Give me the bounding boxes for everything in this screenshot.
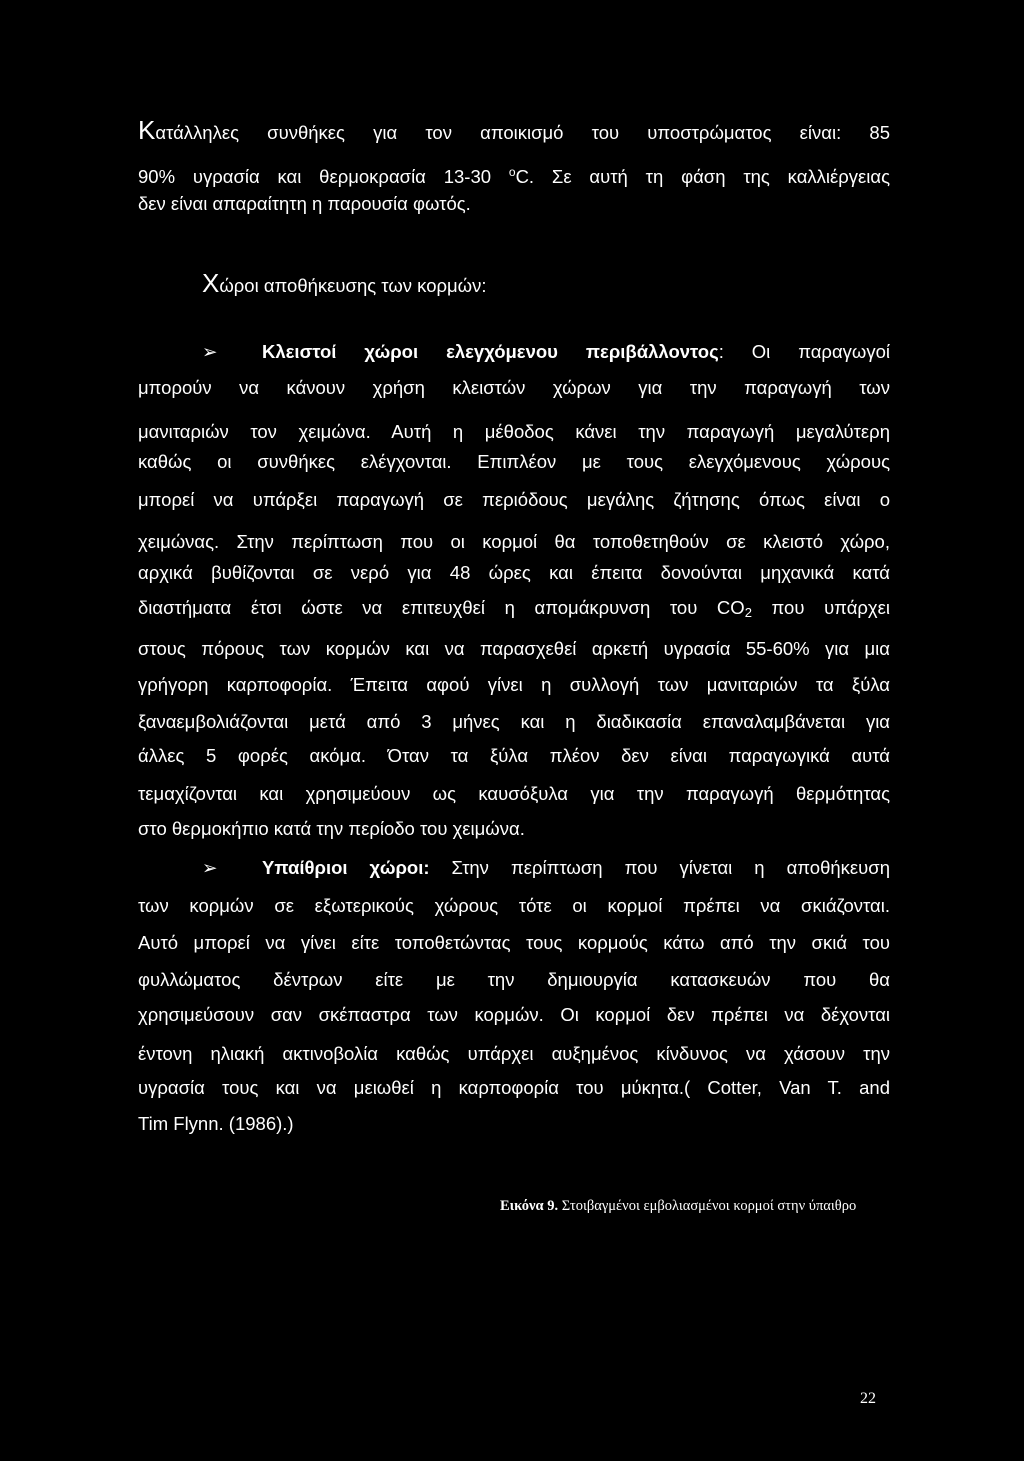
text-run: Tim Flynn. (1986).)	[138, 1113, 294, 1134]
text-run: ξαναεμβολιάζονται μετά από 3 μήνες και η διαδικασία επαναλαμβάνεται για	[138, 711, 890, 732]
paragraph1-line1	[138, 115, 890, 145]
text-run: C. Σε αυτή τη φάση της καλλιέργειας	[515, 166, 890, 187]
bullet-arrow-icon: ➢	[202, 341, 218, 362]
text-run: καθώς οι συνθήκες ελέγχονται. Επιπλέον με τους ελεγχόμενους χώρους	[138, 451, 890, 472]
closed-spaces-line4	[138, 451, 890, 473]
text-run: αρχικά βυθίζονται σε νερό για 48 ώρες και έπειτα δονούνται μηχανικά κατά	[138, 562, 890, 583]
bullet-arrow-icon: ➢	[202, 857, 218, 878]
outdoor-spaces-line8	[138, 1113, 890, 1135]
text-run: των κορμών σε εξωτερικούς χώρους τότε οι κορμοί πρέπει να σκιάζονται.	[138, 895, 890, 916]
text-run: διαστήματα έτσι ώστε να επιτευχθεί η απομάκρυνση του CO	[138, 597, 745, 618]
text-run: στο θερμοκήπιο κατά την περίοδο του χειμώνα.	[138, 818, 525, 839]
text-run: χρησιμεύσουν σαν σκέπαστρα των κορμών. Οι κορμοί δεν πρέπει να δέχονται	[138, 1004, 890, 1025]
subscript: 2	[744, 605, 752, 620]
closed-spaces-line2	[138, 377, 890, 399]
text-run: τεμαχίζονται και χρησιμεύουν ως καυσόξυλα για την παραγωγή θερμότητας	[138, 783, 890, 804]
drop-initial: Χ	[202, 268, 220, 298]
text-run: δεν είναι απαραίτητη η παρουσία φωτός.	[138, 193, 471, 214]
caption-text: Στοιβαγμένοι εμβολιασμένοι κορμοί στην ύπαιθρο	[558, 1198, 857, 1214]
text-run: υγρασία τους και να μειωθεί η καρποφορία του μύκητα.( Cotter, Van T. and	[138, 1077, 890, 1098]
closed-spaces-line7	[138, 562, 890, 584]
closed-spaces-line13	[138, 783, 890, 805]
page-number: 22	[860, 1390, 876, 1407]
figure-caption	[500, 1197, 856, 1215]
text-group	[262, 857, 890, 879]
text-run: μπορεί να υπάρξει παραγωγή σε περιόδους μεγάλης ζήτησης όπως είναι ο	[138, 489, 890, 510]
outdoor-spaces-line1	[202, 857, 890, 879]
closed-spaces-line8	[138, 597, 890, 624]
paragraph1-line2	[138, 161, 890, 188]
text-run: ώροι αποθήκευσης των κορμών:	[219, 275, 487, 296]
closed-spaces-line6	[138, 531, 890, 553]
outdoor-spaces-line5	[138, 1004, 890, 1026]
outdoor-spaces-line4	[138, 969, 890, 991]
text-run: : Οι παραγωγοί	[718, 341, 890, 362]
closed-spaces-line14	[138, 818, 890, 840]
text-run: Αυτό μπορεί να γίνει είτε τοποθετώντας τους κορμούς κάτω από την σκιά του	[138, 932, 890, 953]
drop-initial: Κ	[138, 115, 156, 145]
text-run: που υπάρχει	[751, 597, 890, 618]
closed-spaces-line3	[138, 421, 890, 443]
text-run: μπορούν να κάνουν χρήση κλειστών χώρων για την παραγωγή των	[138, 377, 890, 398]
text-run: άλλες 5 φορές ακόμα. Όταν τα ξύλα πλέον δεν είναι παραγωγικά αυτά	[138, 745, 890, 766]
outdoor-spaces-line3	[138, 932, 890, 954]
outdoor-spaces-line2	[138, 895, 890, 917]
text-run: 90% υγρασία και θερμοκρασία 13-30	[138, 166, 509, 187]
bold-term: Υπαίθριοι χώροι:	[262, 857, 430, 878]
text-run: στους πόρους των κορμών και να παρασχεθεί αρκετή υγρασία 55-60% για μια	[138, 638, 890, 659]
closed-spaces-line12	[138, 745, 890, 767]
text-run: έντονη ηλιακή ακτινοβολία καθώς υπάρχει αυξημένος κίνδυνος να χάσουν την	[138, 1043, 890, 1064]
closed-spaces-line11	[138, 711, 890, 733]
text-run: χειμώνας. Στην περίπτωση που οι κορμοί θα τοποθετηθούν σε κλειστό χώρο,	[138, 531, 890, 552]
degree-superscript: o	[508, 165, 516, 179]
closed-spaces-line9	[138, 638, 890, 660]
outdoor-spaces-line6	[138, 1043, 890, 1065]
text-group	[262, 341, 890, 363]
text-run: ατάλληλες συνθήκες για τον αποικισμό του υποστρώματος είναι: 85	[155, 122, 890, 143]
paragraph1-line3	[138, 193, 890, 215]
text-run: γρήγορη καρποφορία. Έπειτα αφού γίνει η συλλογή των μανιταριών τα ξύλα	[138, 674, 890, 695]
bold-term: Κλειστοί χώροι ελεγχόμενου περιβάλλοντος	[262, 341, 719, 362]
storage-heading	[202, 268, 702, 298]
text-run: φυλλώματος δέντρων είτε με την δημιουργία κατασκευών που θα	[138, 969, 890, 990]
caption-label: Εικόνα 9.	[500, 1198, 559, 1214]
text-run: μανιταριών τον χειμώνα. Αυτή η μέθοδος κάνει την παραγωγή μεγαλύτερη	[138, 421, 890, 442]
closed-spaces-line10	[138, 674, 890, 696]
outdoor-spaces-line7	[138, 1077, 890, 1099]
closed-spaces-line5	[138, 489, 890, 511]
text-run: Στην περίπτωση που γίνεται η αποθήκευση	[429, 857, 890, 878]
closed-spaces-line1	[202, 341, 890, 363]
